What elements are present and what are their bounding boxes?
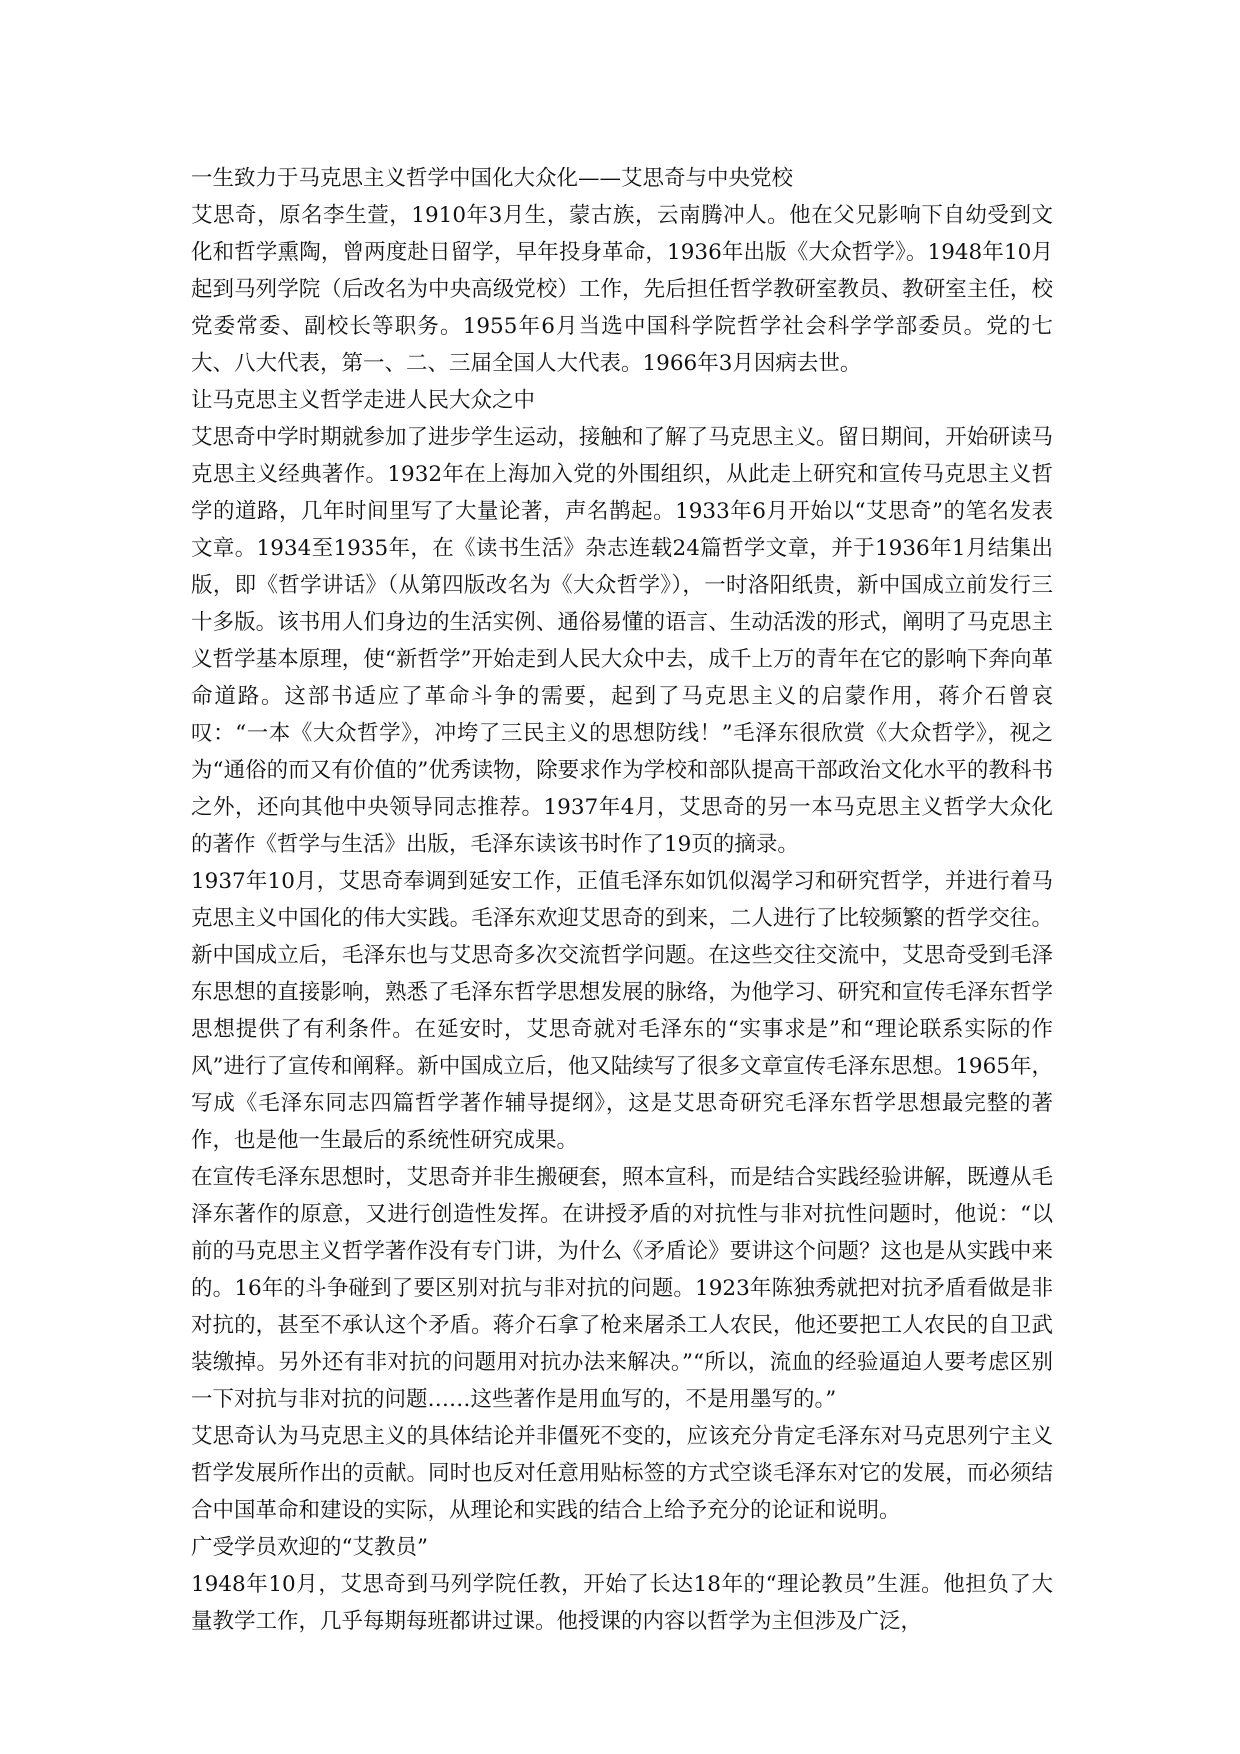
body-paragraph: 艾思奇认为马克思主义的具体结论并非僵死不变的，应该充分肯定毛泽东对马克思列宁主义哲学发展所作出的贡献。同时也反对任意用贴标签的方式空谈毛泽东对它的发展，而必须结合中国革命和建设的实际，从理论和实践的结合上给予充分的论证和说明。 [191, 1424, 1053, 1523]
body-paragraph: 在宣传毛泽东思想时，艾思奇并非生搬硬套，照本宣科，而是结合实践经验讲解，既遵从毛泽东著作的原意，又进行创造性发挥。在讲授矛盾的对抗性与非对抗性问题时，他说：“以前的马克思主义哲学著作没有专门讲，为什么《矛盾论》要讲这个问题？这也是从实践中来的。16年的斗争碰到了要区别对抗与非对抗的问题。1923年陈独秀就把对抗矛盾看做是非对抗的，甚至不承认这个矛盾。蒋介石拿了枪来屠杀工人农民，他还要把工人农民的自卫武装缴掉。另外还有非对抗的问题用对抗办法来解决。”“所以，流血的经验逼迫人要考虑区别一下对抗与非对抗的问题……这些著作是用血写的，不是用墨写的。” [191, 1165, 1053, 1412]
body-paragraph: 1937年10月，艾思奇奉调到延安工作，正值毛泽东如饥似渴学习和研究哲学，并进行着马克思主义中国化的伟大实践。毛泽东欢迎艾思奇的到来，二人进行了比较频繁的哲学交往。新中国成立后，毛泽东也与艾思奇多次交流哲学问题。在这些交往交流中，艾思奇受到毛泽东思想的直接影响，熟悉了毛泽东哲学思想发展的脉络，为他学习、研究和宣传毛泽东哲学思想提供了有利条件。在延安时，艾思奇就对毛泽东的“实事求是”和“理论联系实际的作风”进行了宣传和阐释。新中国成立后，他又陆续写了很多文章宣传毛泽东思想。1965年，写成《毛泽东同志四篇哲学著作辅导提纲》，这是艾思奇研究毛泽东哲学思想最完整的著作，也是他一生最后的系统性研究成果。 [191, 869, 1053, 1153]
intro-paragraph: 艾思奇，原名李生萱，1910年3月生，蒙古族，云南腾冲人。他在父兄影响下自幼受到文化和哲学熏陶，曾两度赴日留学，早年投身革命，1936年出版《大众哲学》。1948年10月起到马列学院（后改名为中央高级党校）工作，先后担任哲学教研室教员、教研室主任，校党委常委、副校长等职务。1955年6月当选中国科学院哲学社会科学学部委员。党的七大、八大代表，第一、二、三届全国人大代表。1966年3月因病去世。 [191, 203, 1053, 376]
section-heading-2: 广受学员欢迎的“艾教员” [191, 1535, 428, 1560]
body-paragraph: 艾思奇中学时期就参加了进步学生运动，接触和了解了马克思主义。留日期间，开始研读马克思主义经典著作。1932年在上海加入党的外围组织，从此走上研究和宣传马克思主义哲学的道路，几年时间里写了大量论著，声名鹊起。1933年6月开始以“艾思奇”的笔名发表文章。1934至1935年，在《读书生活》杂志连载24篇哲学文章，并于1936年1月结集出版，即《哲学讲话》（从第四版改名为《大众哲学》），一时洛阳纸贵，新中国成立前发行三十多版。该书用人们身边的生活实例、通俗易懂的语言、生动活泼的形式，阐明了马克思主义哲学基本原理，使“新哲学”开始走到人民大众中去，成千上万的青年在它的影响下奔向革命道路。这部书适应了革命斗争的需要，起到了马克思主义的启蒙作用，蒋介石曾哀叹：“一本《大众哲学》，冲垮了三民主义的思想防线！”毛泽东很欣赏《大众哲学》，视之为“通俗的而又有价值的”优秀读物，除要求作为学校和部队提高干部政治文化水平的教科书之外，还向其他中央领导同志推荐。1937年4月，艾思奇的另一本马克思主义哲学大众化的著作《哲学与生活》出版，毛泽东读该书时作了19页的摘录。 [191, 425, 1053, 857]
section-heading-1: 让马克思主义哲学走进人民大众之中 [191, 388, 536, 413]
document-page [191, 160, 1053, 1640]
body-paragraph: 1948年10月，艾思奇到马列学院任教，开始了长达18年的“理论教员”生涯。他担负了大量教学工作，几乎每期每班都讲过课。他授课的内容以哲学为主但涉及广泛， [191, 1572, 1053, 1634]
document-title: 一生致力于马克思主义哲学中国化大众化——艾思奇与中央党校 [191, 166, 794, 191]
